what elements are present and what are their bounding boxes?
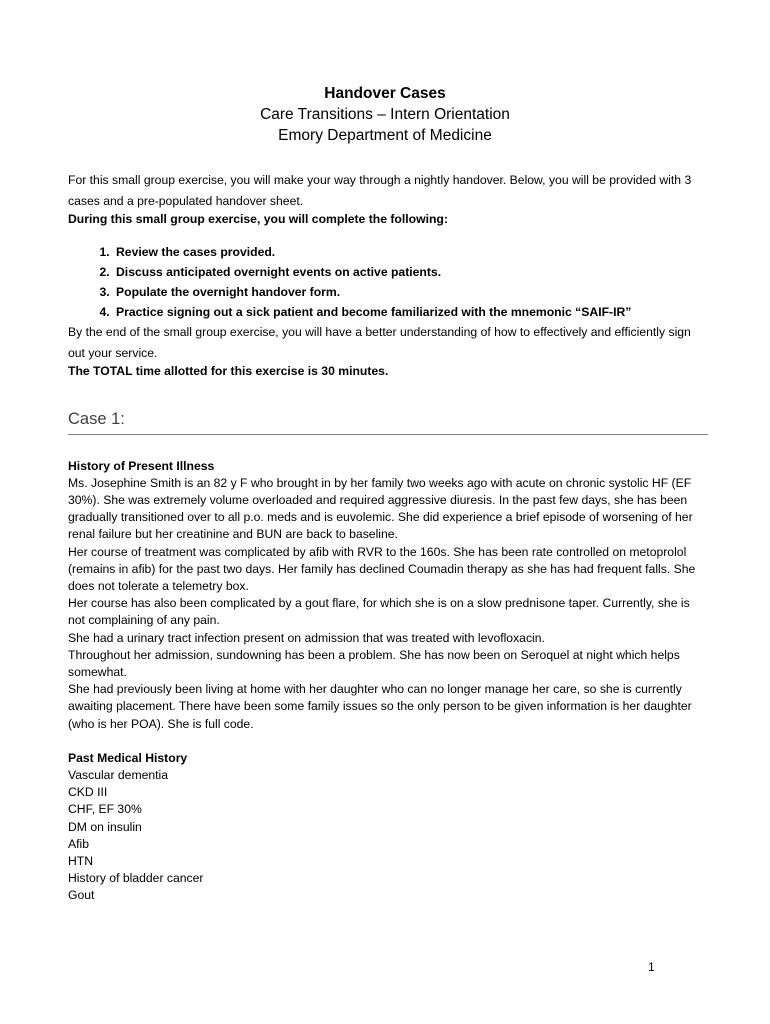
pmh-item: Afib bbox=[68, 836, 90, 851]
page-number: 1 bbox=[648, 960, 655, 974]
instructions-heading: During this small group exercise, you will complete the following: bbox=[68, 212, 448, 226]
hpi-paragraph: Her course of treatment was complicated by afib with RVR to the 160s. She has been rate controlled on metoprolol (remains in afib) for the past two days. Her family has declined Coumadin therapy as she has had frequent falls. She does not tolerate a telemetry box. bbox=[68, 544, 696, 594]
document-title: Handover Cases bbox=[324, 85, 446, 102]
task-list bbox=[68, 243, 708, 322]
document-subtitle-course: Care Transitions – Intern Orientation bbox=[260, 106, 510, 123]
pmh-item: Gout bbox=[68, 888, 95, 903]
time-note: The TOTAL time allotted for this exercise is 30 minutes. bbox=[68, 364, 389, 379]
task-item: 3. Populate the overnight handover form. bbox=[113, 283, 708, 303]
hpi-paragraph: She had previously been living at home with her daughter who can no longer manage her care, so she is currently awaiting placement. There have been some family issues so the only person to be given information is her daughter (who is her POA). She is full code. bbox=[68, 682, 692, 731]
hpi-paragraph: Throughout her admission, sundowning has been a problem. She has now been on Seroquel at night which helps somewhat. bbox=[68, 647, 680, 680]
intro-paragraph: For this small group exercise, you will make your way through a nightly handover. Below, you will be provided with 3 cases and a pre-populated handover sheet. bbox=[68, 173, 692, 208]
task-item: 1. Review the cases provided. bbox=[113, 243, 708, 263]
document-subtitle-department: Emory Department of Medicine bbox=[278, 127, 492, 144]
title-block bbox=[0, 83, 770, 146]
pmh-item: DM on insulin bbox=[68, 819, 142, 834]
document-body bbox=[68, 170, 708, 905]
hpi-paragraph: Her course has also been complicated by a gout flare, for which she is on a slow prednisone taper. Currently, she is not complaining of any pain. bbox=[68, 596, 690, 628]
task-item: 4. Practice signing out a sick patient and become familiarized with the mnemonic “SAIF-IR” bbox=[113, 303, 708, 323]
outcome-paragraph: By the end of the small group exercise, you will have a better understanding of how to effectively and efficiently sign out your service. bbox=[68, 325, 691, 360]
case-1-heading: Case 1: bbox=[68, 408, 708, 435]
task-item: 2. Discuss anticipated overnight events on active patients. bbox=[113, 263, 708, 283]
pmh-heading: Past Medical History bbox=[68, 750, 188, 765]
pmh-item: Vascular dementia bbox=[68, 768, 169, 783]
pmh-item: History of bladder cancer bbox=[68, 871, 204, 886]
hpi-section bbox=[68, 458, 708, 733]
hpi-paragraph: Ms. Josephine Smith is an 82 y F who brought in by her family two weeks ago with acute on chronic systolic HF (EF 30%). She was extremely volume overloaded and required aggressive diuresis. In the past few days, she has been gradually transitioned over to all p.o. meds and is euvolemic. She did experience a brief episode of worsening of her renal failure but her creatinine and BUN are back to baseline. bbox=[68, 475, 693, 542]
pmh-item: CHF, EF 30% bbox=[68, 802, 142, 817]
hpi-paragraph: She had a urinary tract infection present on admission that was treated with levofloxacin. bbox=[68, 630, 545, 645]
pmh-item: HTN bbox=[68, 854, 94, 869]
pmh-item: CKD III bbox=[68, 785, 108, 800]
hpi-heading: History of Present Illness bbox=[68, 458, 215, 473]
pmh-section bbox=[68, 750, 708, 905]
